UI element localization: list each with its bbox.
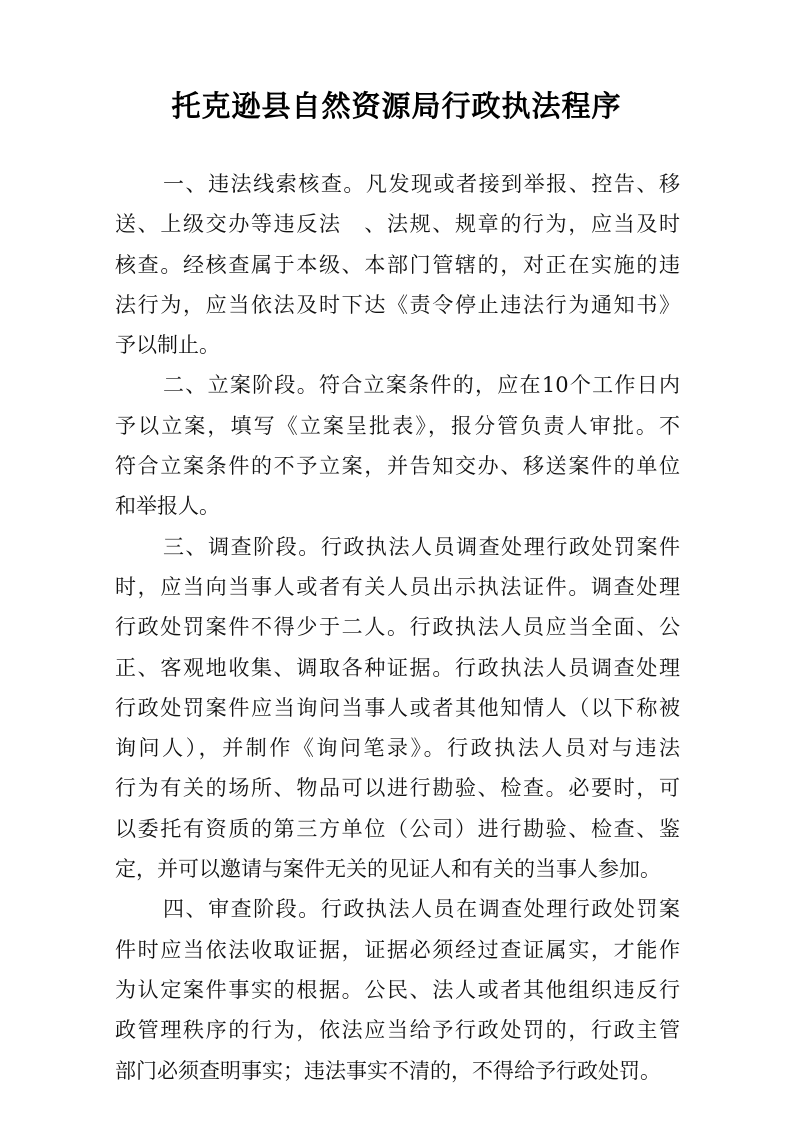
paragraph-line: 部门必须查明事实；违法事实不清的，不得给予行政处罚。 xyxy=(115,1058,661,1083)
paragraph-line: 和举报人。 xyxy=(115,494,220,519)
document-body xyxy=(115,164,680,1091)
paragraph-line: 正、客观地收集、调取各种证据。行政执法人员调查处理 xyxy=(115,655,680,680)
paragraph-line: 符合立案条件的不予立案，并告知交办、移送案件的单位 xyxy=(115,454,680,479)
paragraph-line: 三、调查阶段。行政执法人员调查处理行政处罚案件 xyxy=(163,534,680,559)
paragraph-line: 时，应当向当事人或者有关人员出示执法证件。调查处理 xyxy=(115,574,680,599)
page-title: 托克逊县自然资源局行政执法程序 xyxy=(171,89,622,123)
paragraph-line: 法行为，应当依法及时下达《责令停止违法行为通知书》 xyxy=(115,292,680,317)
paragraph-line: 件时应当依法收取证据，证据必须经过查证属实，才能作 xyxy=(115,937,680,962)
paragraph-line: 核查。经核查属于本级、本部门管辖的，对正在实施的违 xyxy=(115,252,680,277)
paragraph-line: 行政处罚案件不得少于二人。行政执法人员应当全面、公 xyxy=(115,615,680,640)
paragraph-line: 询问人），并制作《询问笔录》。行政执法人员对与违法 xyxy=(115,736,680,761)
paragraph-line: 送、上级交办等违反法 、法规、规章的行为，应当及时 xyxy=(115,212,680,237)
paragraph-line: 定，并可以邀请与案件无关的见证人和有关的当事人参加。 xyxy=(115,857,661,882)
paragraph-line: 二、立案阶段。符合立案条件的，应在10个工作日内 xyxy=(163,373,680,398)
paragraph-line: 行为有关的场所、物品可以进行勘验、检查。必要时，可 xyxy=(115,776,680,801)
paragraph-line: 予以制止。 xyxy=(115,333,220,358)
paragraph-line: 一、违法线索核查。凡发现或者接到举报、控告、移 xyxy=(163,172,680,196)
paragraph-line: 为认定案件事实的根据。公民、法人或者其他组织违反行 xyxy=(115,977,680,1002)
paragraph-line: 四、审查阶段。行政执法人员在调查处理行政处罚案 xyxy=(163,897,680,922)
paragraph-line: 政管理秩序的行为，依法应当给予行政处罚的，行政主管 xyxy=(115,1018,680,1043)
paragraph-line: 予以立案，填写《立案呈批表》，报分管负责人审批。不 xyxy=(115,413,680,438)
paragraph-line: 行政处罚案件应当询问当事人或者其他知情人（以下称被 xyxy=(115,695,680,720)
paragraph-line: 以委托有资质的第三方单位（公司）进行勘验、检查、鉴 xyxy=(115,816,680,841)
